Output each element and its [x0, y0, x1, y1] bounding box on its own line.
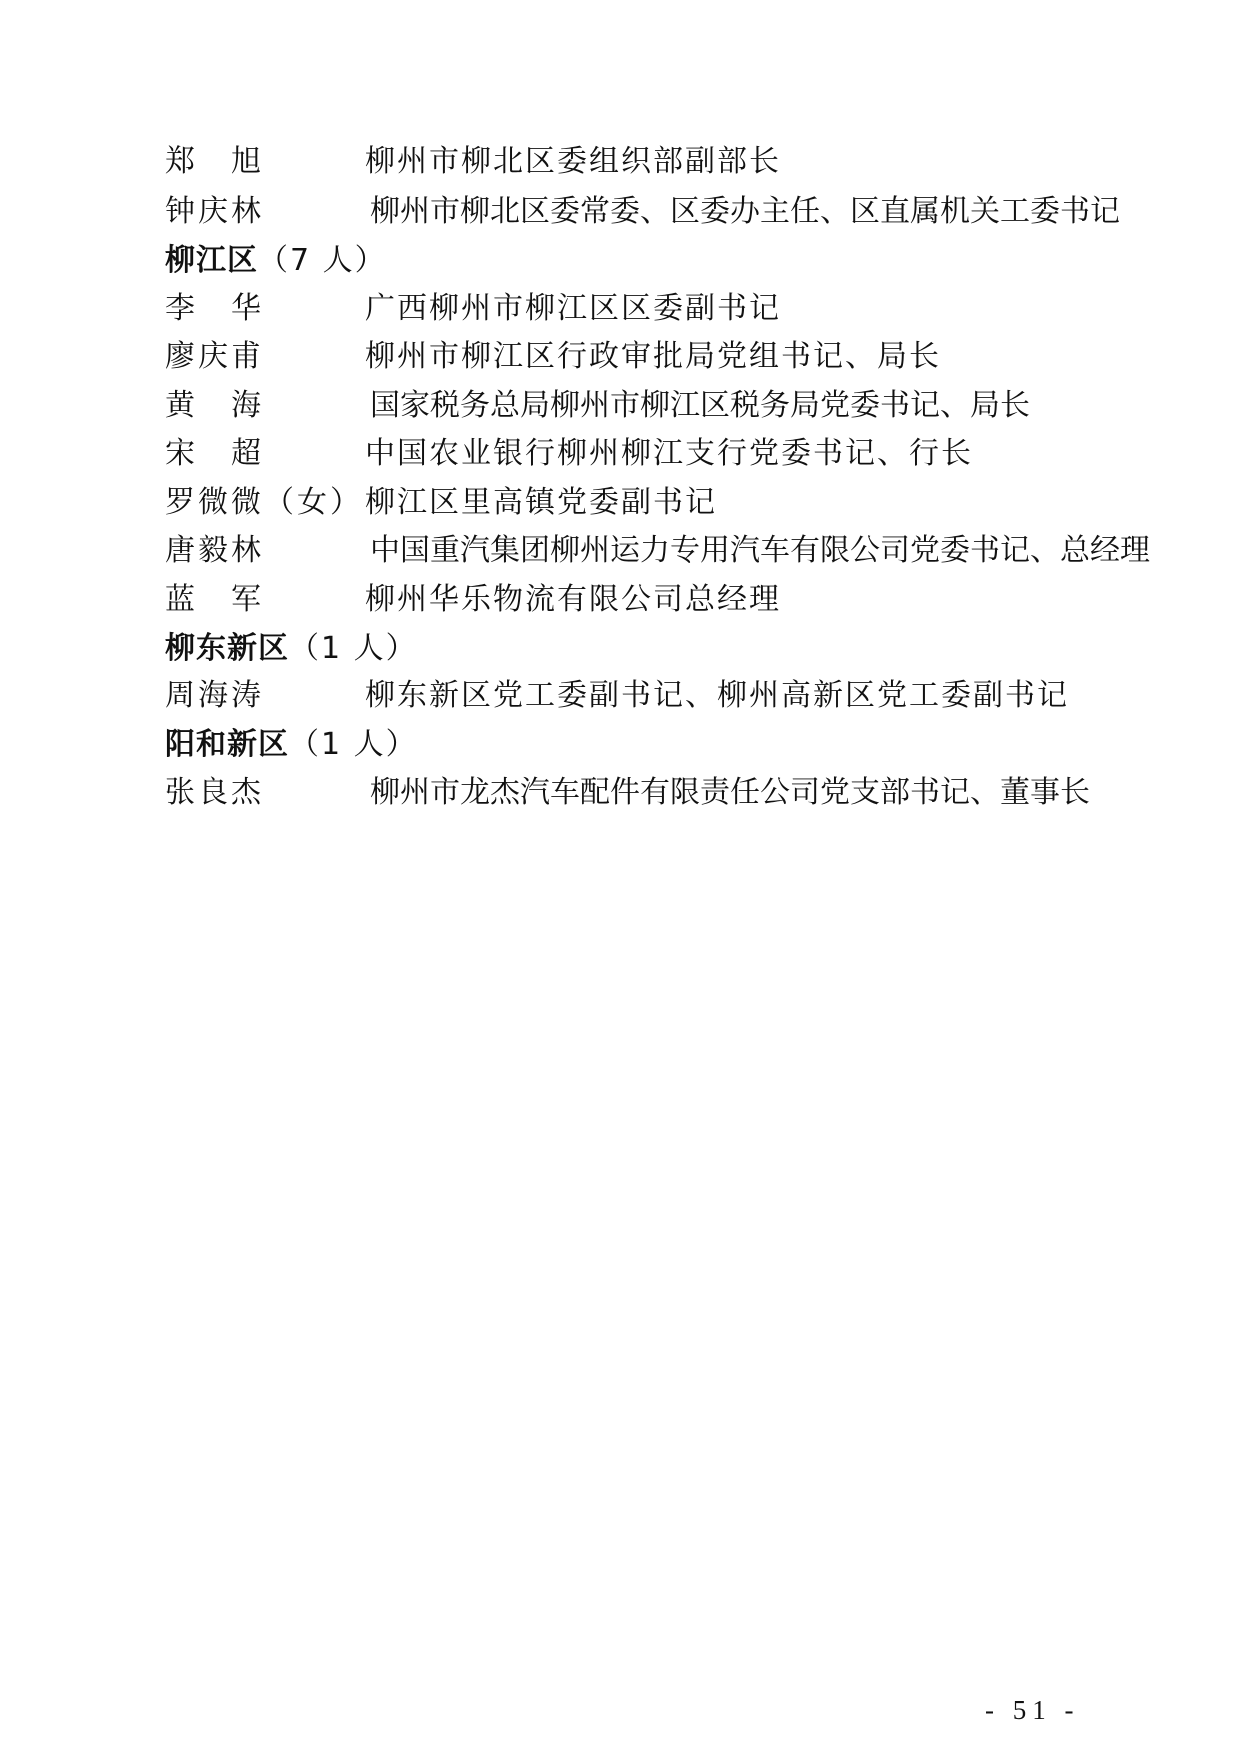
- person-name: 张良杰: [165, 775, 264, 810]
- section-count: （1 人）: [289, 631, 418, 666]
- list-item: [165, 381, 1085, 431]
- person-role: 柳江区里高镇党委副书记: [365, 485, 717, 520]
- person-role: 柳州市柳江区行政审批局党组书记、局长: [365, 339, 941, 374]
- section-title: 阳和新区: [165, 727, 289, 762]
- list-item: [165, 478, 1085, 528]
- person-name: 李 华: [165, 291, 264, 326]
- section-heading-yanghe: [165, 720, 418, 770]
- person-role: 柳州华乐物流有限公司总经理: [365, 582, 781, 617]
- person-name: 钟庆林: [165, 194, 264, 229]
- section-count: （1 人）: [289, 727, 418, 762]
- person-role: 国家税务总局柳州市柳江区税务局党委书记、局长: [370, 388, 1030, 423]
- person-name: 郑 旭: [165, 144, 264, 179]
- list-item: [165, 671, 1085, 721]
- section-title: 柳江区: [165, 243, 258, 278]
- list-item: [165, 768, 1090, 818]
- person-name: 周海涛: [165, 678, 264, 713]
- person-role: 柳东新区党工委副书记、柳州高新区党工委副书记: [365, 678, 1069, 713]
- list-item: [165, 526, 1150, 576]
- list-item: [165, 187, 1120, 237]
- person-role: 中国农业银行柳州柳江支行党委书记、行长: [365, 436, 973, 471]
- person-role: 广西柳州市柳江区区委副书记: [365, 291, 781, 326]
- list-item: [165, 332, 1085, 382]
- person-role: 柳州市柳北区委组织部副部长: [365, 144, 781, 179]
- section-heading-liujiang: [165, 236, 387, 286]
- section-heading-liudong: [165, 624, 418, 674]
- list-item: [165, 575, 1085, 625]
- section-count: （7 人）: [258, 243, 387, 278]
- person-name: 唐毅林: [165, 533, 264, 568]
- list-item: [165, 284, 1085, 334]
- person-role: 中国重汽集团柳州运力专用汽车有限公司党委书记、总经理: [370, 533, 1150, 568]
- page-number: - 51 -: [985, 1695, 1080, 1725]
- person-role: 柳州市龙杰汽车配件有限责任公司党支部书记、董事长: [370, 775, 1090, 810]
- person-name: 黄 海: [165, 388, 264, 423]
- person-name: 蓝 军: [165, 582, 264, 617]
- person-name: 罗微微（女）: [165, 485, 363, 520]
- list-item: [165, 429, 1085, 479]
- section-title: 柳东新区: [165, 631, 289, 666]
- list-item: [165, 137, 1085, 187]
- person-name: 廖庆甫: [165, 339, 264, 374]
- person-name: 宋 超: [165, 436, 264, 471]
- person-role: 柳州市柳北区委常委、区委办主任、区直属机关工委书记: [370, 194, 1120, 229]
